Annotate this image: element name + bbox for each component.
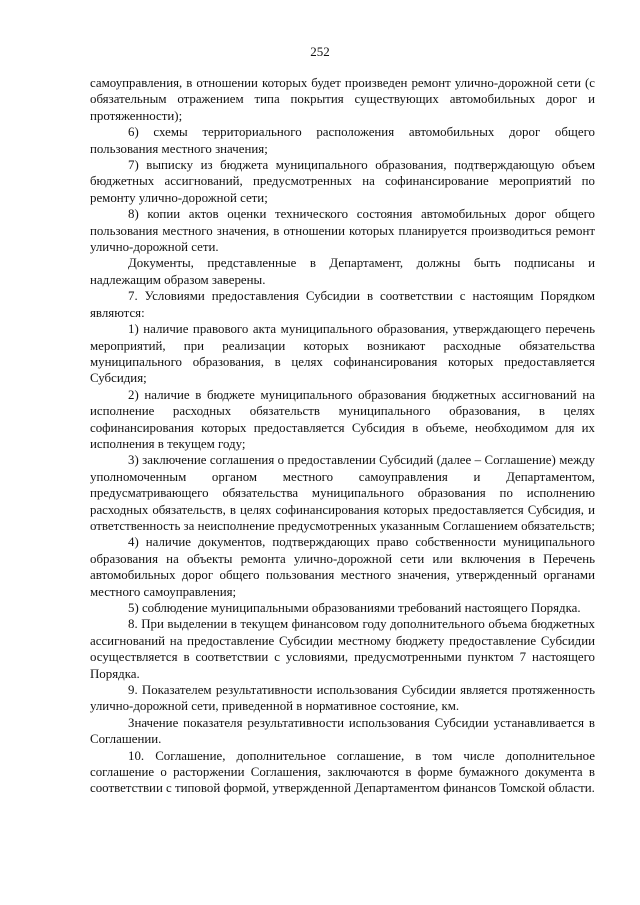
paragraph: 7) выписку из бюджета муниципального образования, подтверждающую объем бюджетных ассигнований, предусмотренных на софинансирование мероприятий по ремонту улично-дорожной сети; — [90, 158, 595, 205]
paragraph: 3) заключение соглашения о предоставлении Субсидий (далее – Соглашение) между уполномоченным органом местного самоуправления и Департаментом, предусматривающего обязательства муниципального образования по исполнению расходных обязательств, в целях софинансирования которых предоставляется Субсидия, и ответственность за неисполнение предусмотренных указанным Соглашением обязательств; — [90, 453, 595, 533]
paragraph: 9. Показателем результативности использования Субсидии является протяженность улично-дорожной сети, приведенной в нормативное состояние, км. — [90, 683, 595, 714]
paragraph: 10. Соглашение, дополнительное соглашение, в том числе дополнительное соглашение о расторжении Соглашения, заключаются в форме бумажного документа в соответствии с типовой формой, утвержденной Департаментом финансов Томской области. — [90, 748, 595, 796]
document-body — [90, 75, 595, 797]
paragraph: самоуправления, в отношении которых будет произведен ремонт улично-дорожной сети (с обязательным отражением типа покрытия существующих автомобильных дорог и протяженности); — [90, 76, 595, 123]
paragraph: 5) соблюдение муниципальными образованиями требований настоящего Порядка. — [128, 601, 581, 615]
paragraph: 8) копии актов оценки технического состояния автомобильных дорог общего пользования местного значения, в отношении которых планируется производиться ремонт улично-дорожной сети. — [90, 207, 595, 255]
paragraph: Документы, представленные в Департамент, должны быть подписаны и надлежащим образом заверены. — [90, 256, 595, 287]
paragraph: 2) наличие в бюджете муниципального образования бюджетных ассигнований на исполнение расходных обязательств муниципального образования, в целях софинансирования которых предоставляется Субсидия в объеме, необходимом для их исполнения в текущем году; — [90, 387, 595, 451]
paragraph: 8. При выделении в текущем финансовом году дополнительного объема бюджетных ассигнований на предоставление Субсидии местному бюджету предоставление Субсидии осуществляется в соответствии с условиями, предусмотренными пунктом 7 настоящего Порядка. — [90, 617, 595, 681]
paragraph: Значение показателя результативности использования Субсидии устанавливается в Соглашении. — [90, 715, 595, 747]
paragraph: 7. Условиями предоставления Субсидии в соответствии с настоящим Порядком являются: — [90, 289, 595, 320]
paragraph: 4) наличие документов, подтверждающих право собственности муниципального образования на объекты ремонта улично-дорожной сети или включения в Перечень автомобильных дорог общего пользования местного значения, утвержденный органами местного самоуправления; — [90, 535, 595, 599]
page-number: 252 — [310, 44, 330, 59]
paragraph: 6) схемы территориального расположения автомобильных дорог общего пользования местного значения; — [90, 125, 595, 156]
paragraph: 1) наличие правового акта муниципального образования, утверждающего перечень мероприятий, при реализации которых возникают расходные обязательства муниципального образования, в целях софинансирования которых предоставляется Субсидия; — [90, 322, 595, 386]
